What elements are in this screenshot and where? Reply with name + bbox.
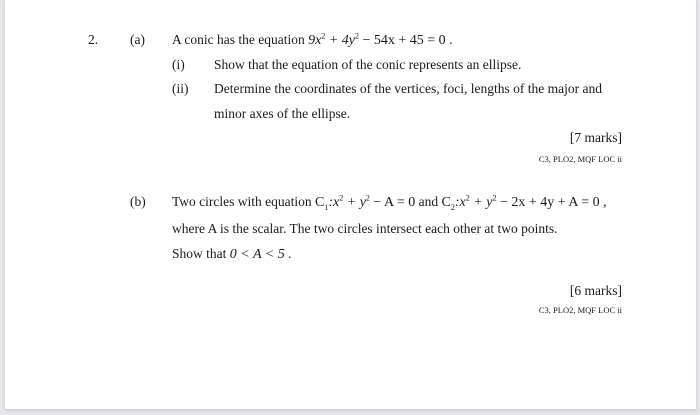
subpart-ii-text: Determine the coordinates of the vertices, foci, lengths of the major and [214, 81, 602, 96]
part-a-label: (a) [130, 32, 145, 47]
part-a-marks: [7 marks] [569, 130, 622, 145]
subpart-i-text: Show that the equation of the conic represents an ellipse. [214, 57, 522, 72]
subpart-ii-label: (ii) [172, 81, 189, 96]
and-text: and [415, 194, 442, 209]
circle-1-equation: $C_1:x^2 + y^2 - A = 0$ [315, 193, 416, 212]
part-b-stem [172, 194, 607, 211]
part-b-marks: [6 marks] [569, 283, 622, 298]
stem-text: Two circles with equation [172, 194, 312, 209]
document-page [5, 0, 696, 409]
part-b-code: C3, PLO2, MQF LOC ii [538, 305, 622, 315]
conic-equation: $9x^2 + 4y^2 - 54x + 45 = 0$ . [308, 31, 453, 48]
subpart-i-label: (i) [172, 57, 185, 72]
inequality: 0 < A < 5 . [229, 247, 292, 262]
part-b-line2: where A is the scalar. The two circles intersect each other at two points. [172, 221, 558, 236]
part-a-stem [172, 32, 453, 49]
circle-2-equation: $C_2:x^2 + y^2 - 2x + 4y + A = 0$ , [441, 193, 607, 212]
stem-text: A conic has the equation [172, 32, 305, 47]
subpart-ii-text-cont: minor axes of the ellipse. [214, 106, 351, 121]
question-number: 2. [88, 32, 99, 47]
part-b-label: (b) [130, 194, 146, 209]
part-b-line3: Show that 0 < A < 5 . [172, 246, 292, 262]
part-a-code: C3, PLO2, MQF LOC ii [538, 154, 622, 164]
